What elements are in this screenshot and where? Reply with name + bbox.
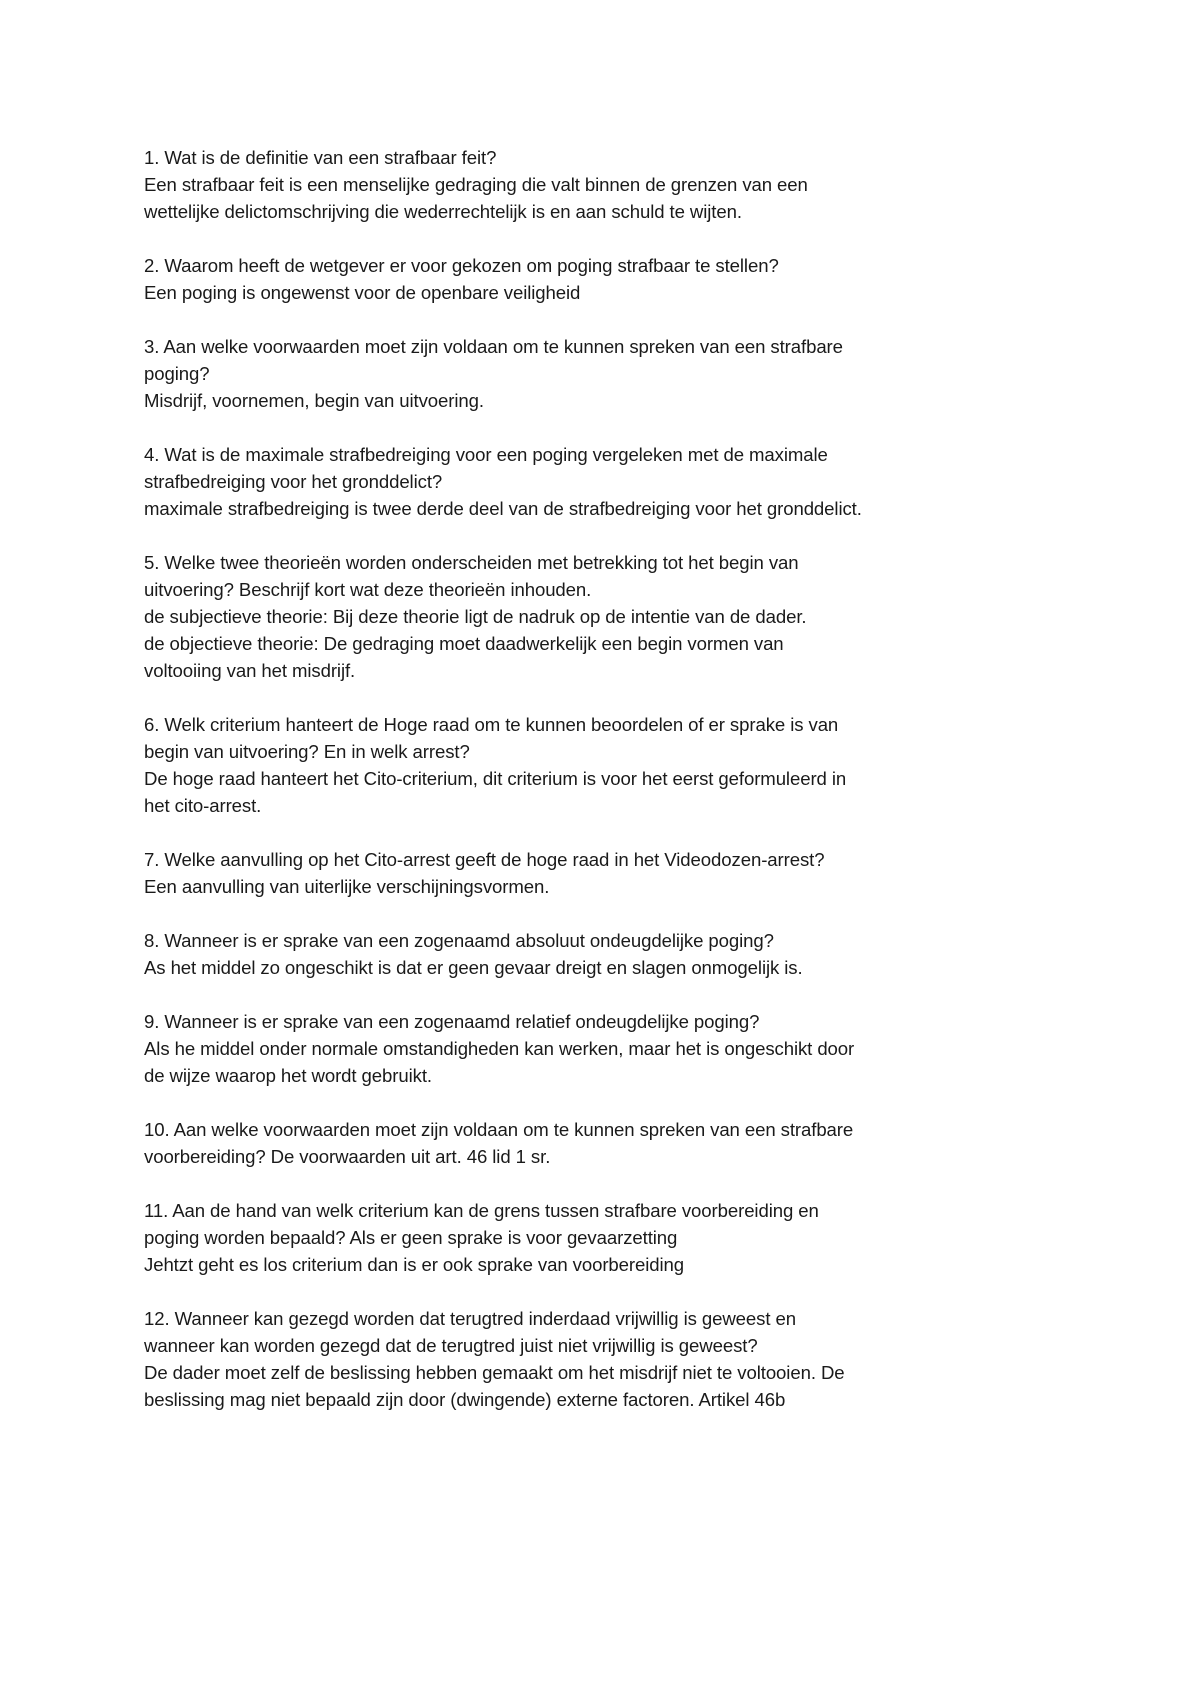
qa-list — [144, 144, 1064, 1440]
question-line: voorbereiding? De voorwaarden uit art. 46 lid 1 sr. — [144, 1146, 551, 1167]
answer-line: Misdrijf, voornemen, begin van uitvoering. — [144, 390, 484, 411]
qa-item-5 — [144, 549, 1064, 684]
answer-line: As het middel zo ongeschikt is dat er geen gevaar dreigt en slagen onmogelijk is. — [144, 957, 803, 978]
answer-line: Een strafbaar feit is een menselijke gedraging die valt binnen de grenzen van een — [144, 174, 808, 195]
question-line: 9. Wanneer is er sprake van een zogenaamd relatief ondeugdelijke poging? — [144, 1011, 760, 1032]
qa-item-7 — [144, 846, 1064, 900]
question-line: 10. Aan welke voorwaarden moet zijn voldaan om te kunnen spreken van een strafbare — [144, 1119, 854, 1140]
answer-line: Als he middel onder normale omstandigheden kan werken, maar het is ongeschikt door — [144, 1038, 855, 1059]
answer-line: wettelijke delictomschrijving die wederrechtelijk is en aan schuld te wijten. — [144, 201, 742, 222]
answer-line: De hoge raad hanteert het Cito-criterium, dit criterium is voor het eerst geformuleerd in — [144, 768, 847, 789]
question-line: strafbedreiging voor het gronddelict? — [144, 471, 443, 492]
question-line: uitvoering? Beschrijf kort wat deze theorieën inhouden. — [144, 579, 592, 600]
question-line: 8. Wanneer is er sprake van een zogenaamd absoluut ondeugdelijke poging? — [144, 930, 774, 951]
question-line: 11. Aan de hand van welk criterium kan de grens tussen strafbare voorbereiding en — [144, 1200, 819, 1221]
answer-line: het cito-arrest. — [144, 795, 262, 816]
question-line: poging worden bepaald? Als er geen sprake is voor gevaarzetting — [144, 1227, 678, 1248]
question-line: 4. Wat is de maximale strafbedreiging voor een poging vergeleken met de maximale — [144, 444, 828, 465]
answer-line: beslissing mag niet bepaald zijn door (dwingende) externe factoren. Artikel 46b — [144, 1389, 786, 1410]
question-line: 12. Wanneer kan gezegd worden dat terugtred inderdaad vrijwillig is geweest en — [144, 1308, 796, 1329]
qa-item-2 — [144, 252, 1064, 306]
qa-item-1 — [144, 144, 1064, 225]
answer-line: de subjectieve theorie: Bij deze theorie ligt de nadruk op de intentie van de dader. — [144, 606, 807, 627]
question-line: 6. Welk criterium hanteert de Hoge raad om te kunnen beoordelen of er sprake is van — [144, 714, 839, 735]
qa-item-9 — [144, 1008, 1064, 1089]
answer-line: Jehtzt geht es los criterium dan is er ook sprake van voorbereiding — [144, 1254, 685, 1275]
answer-line: Een aanvulling van uiterlijke verschijningsvormen. — [144, 876, 550, 897]
qa-item-12 — [144, 1305, 1064, 1413]
question-line: wanneer kan worden gezegd dat de terugtred juist niet vrijwillig is geweest? — [144, 1335, 758, 1356]
qa-item-8 — [144, 927, 1064, 981]
qa-item-4 — [144, 441, 1064, 522]
question-line: poging? — [144, 363, 210, 384]
question-line: 5. Welke twee theorieën worden onderscheiden met betrekking tot het begin van — [144, 552, 799, 573]
answer-line: Een poging is ongewenst voor de openbare veiligheid — [144, 282, 581, 303]
answer-line: maximale strafbedreiging is twee derde deel van de strafbedreiging voor het gronddelict. — [144, 498, 862, 519]
answer-line: de objectieve theorie: De gedraging moet daadwerkelijk een begin vormen van — [144, 633, 784, 654]
qa-item-10 — [144, 1116, 1064, 1170]
qa-item-3 — [144, 333, 1064, 414]
qa-item-6 — [144, 711, 1064, 819]
question-line: 2. Waarom heeft de wetgever er voor gekozen om poging strafbaar te stellen? — [144, 255, 779, 276]
question-line: begin van uitvoering? En in welk arrest? — [144, 741, 470, 762]
qa-item-11 — [144, 1197, 1064, 1278]
answer-line: voltooiing van het misdrijf. — [144, 660, 356, 681]
answer-line: de wijze waarop het wordt gebruikt. — [144, 1065, 432, 1086]
question-line: 1. Wat is de definitie van een strafbaar feit? — [144, 147, 497, 168]
answer-line: De dader moet zelf de beslissing hebben gemaakt om het misdrijf niet te voltooien. De — [144, 1362, 845, 1383]
question-line: 7. Welke aanvulling op het Cito-arrest geeft de hoge raad in het Videodozen-arrest? — [144, 849, 825, 870]
question-line: 3. Aan welke voorwaarden moet zijn voldaan om te kunnen spreken van een strafbare — [144, 336, 843, 357]
